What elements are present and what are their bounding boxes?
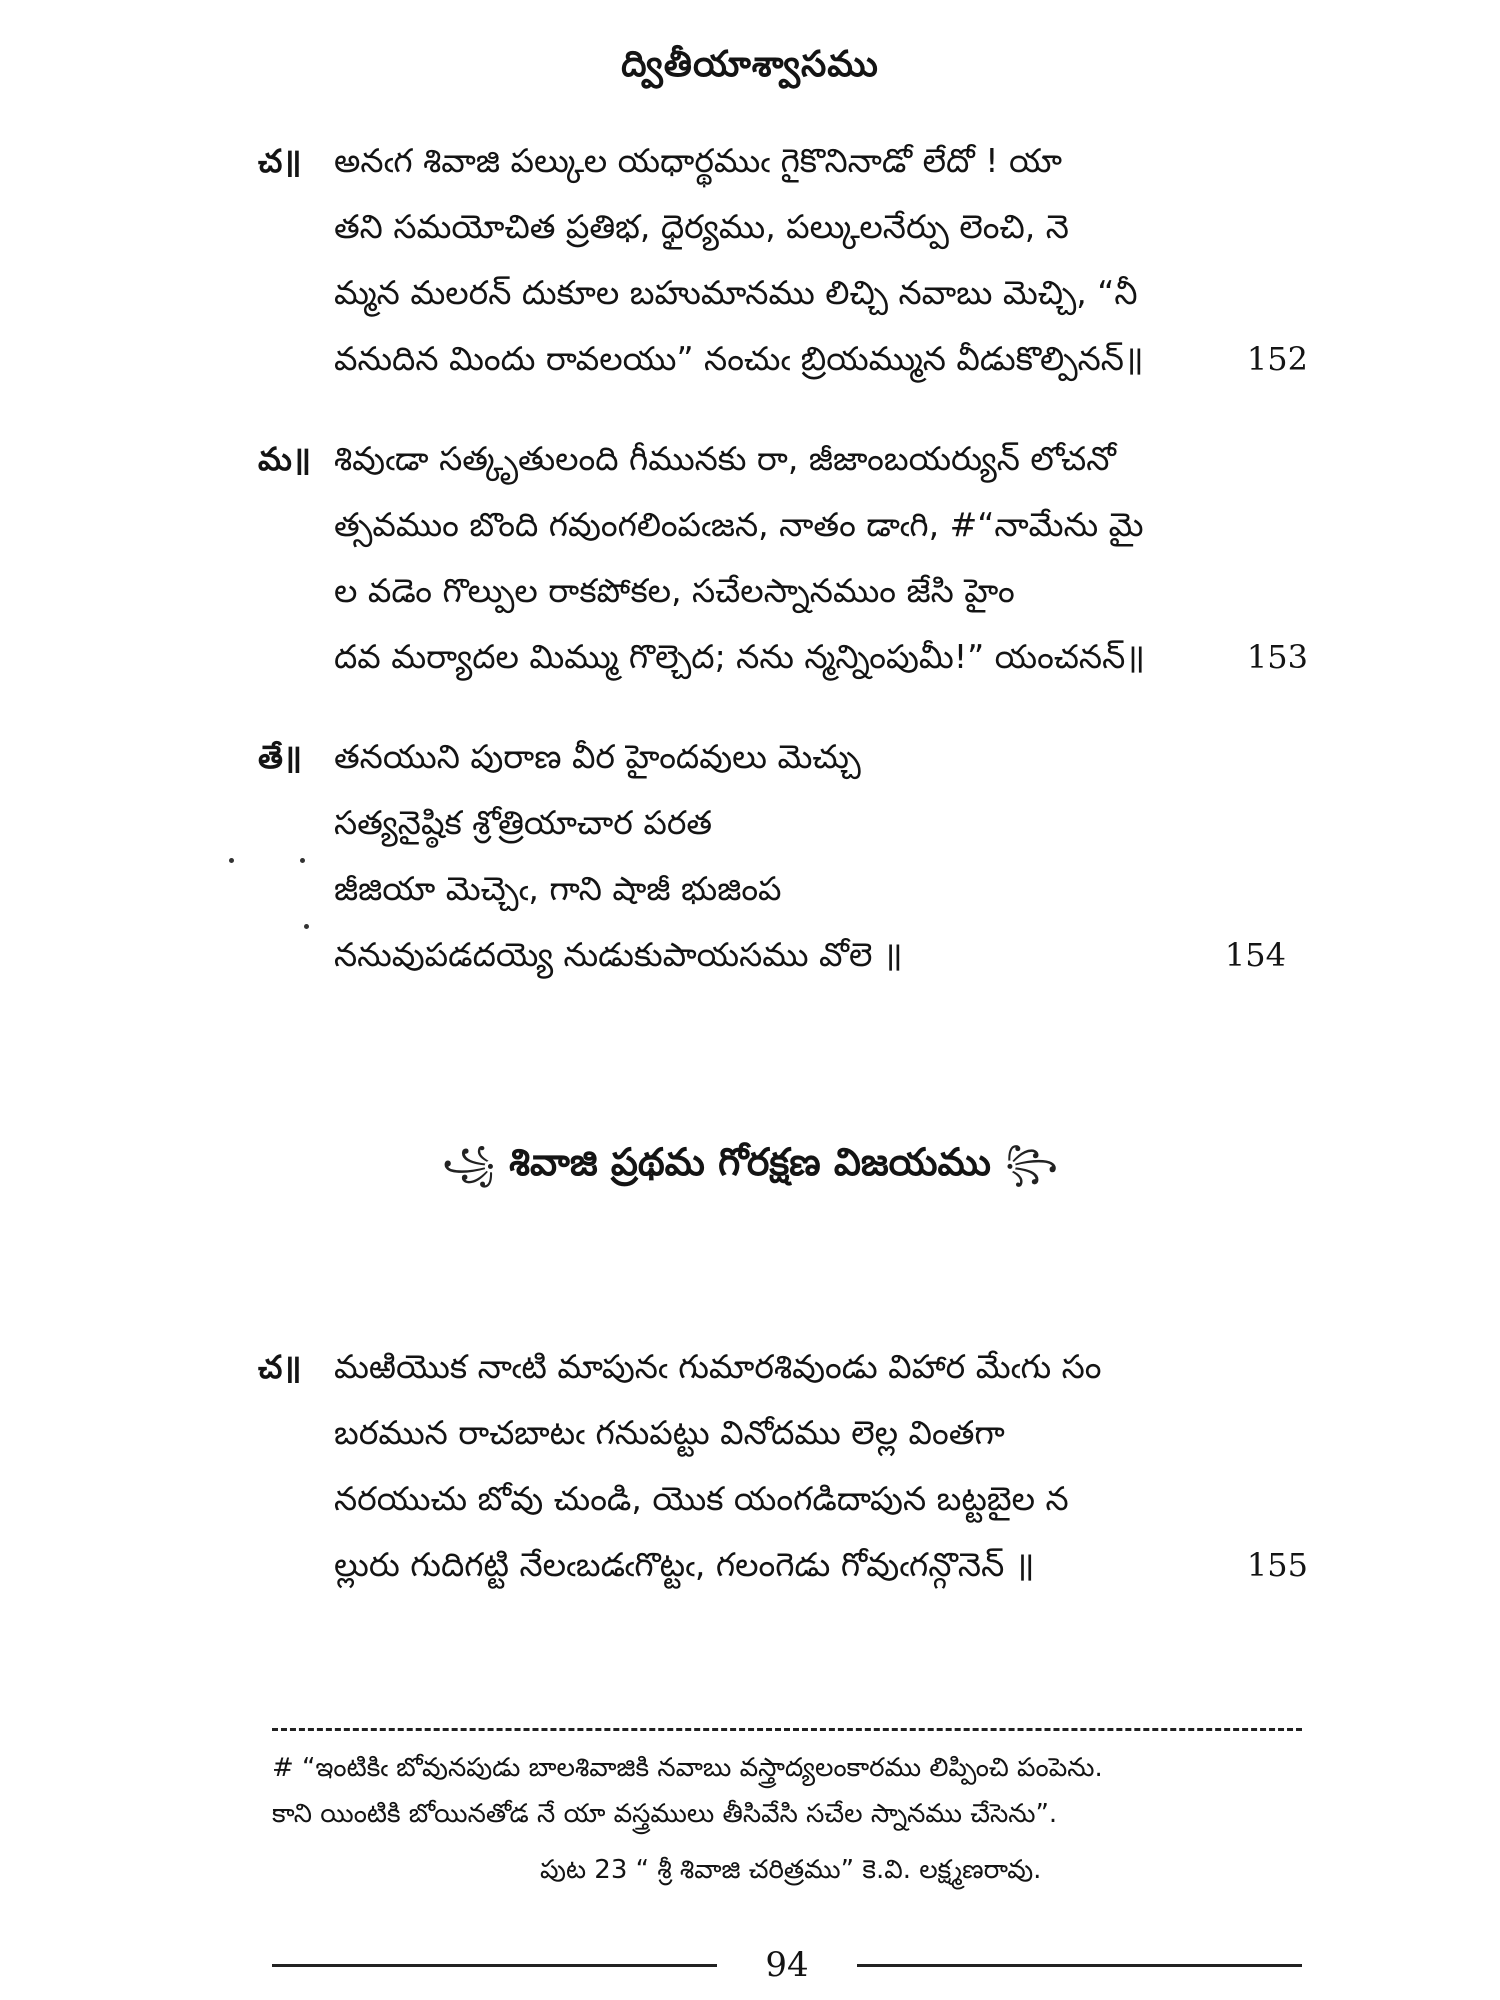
verse-number: 154 — [1224, 936, 1286, 974]
stanza-line — [258, 624, 1308, 690]
stanza-153 — [258, 426, 1308, 690]
stanza-line — [258, 724, 1308, 790]
verse-text: దవ మర్యాదల మిమ్ము గొల్చెద; నను న్మన్నింపుమీ!” యంచనన్॥ — [334, 637, 1146, 676]
stanza-line — [258, 922, 1308, 988]
stanza-line — [258, 856, 1308, 922]
verse-text: ననువుపడదయ్యె నుడుకుపాయసము వోలె ॥ — [334, 935, 903, 974]
verse-text: సత్యనైష్ఠిక శ్రోత్రియాచార పరత — [334, 803, 713, 842]
stanza-155 — [258, 1334, 1308, 1598]
verse-text: శివుఁడా సత్కృతులంది గీమునకు రా, జీజాంబయర్యున్ లోచనో — [334, 439, 1116, 478]
verse-text: జీజియా మెచ్చెఁ, గాని షాజీ భుజింప — [334, 869, 782, 908]
stanza-line — [258, 1400, 1308, 1466]
section-title-text: శివాజి ప్రథమ గోరక్షణ విజయము — [509, 1140, 991, 1184]
meter-label: చ॥ — [258, 142, 302, 180]
stanza-line — [258, 194, 1308, 260]
verse-text: త్సవముం బొంది గవుంగలింపఁజన, నాతం డాఁగి, #“నామేను మై — [334, 505, 1144, 544]
ornament-right-icon: ꧂ — [1004, 1144, 1058, 1184]
stanza-line — [258, 260, 1308, 326]
verse-number: 153 — [1246, 638, 1308, 676]
stanza-line — [258, 558, 1308, 624]
running-head: ద్వితీయాశ్వాసము — [621, 44, 879, 85]
verse-text: మ్మన మలరన్ దుకూల బహుమానము లిచ్చి నవాబు మెచ్చి, “నీ — [334, 273, 1138, 312]
stanza-line — [258, 790, 1308, 856]
meter-label: తే॥ — [258, 738, 303, 776]
verse-number: 155 — [1246, 1546, 1308, 1584]
stray-mark — [304, 924, 309, 929]
footnote-source: పుట 23 “ శ్రీ శివాజి చరిత్రము” కె.వి. లక్ష్మణరావు. — [540, 1855, 1042, 1885]
stanza-line — [258, 128, 1308, 194]
verse-text: అనఁగ శివాజి పల్కుల యధార్థముఁ గైకొనినాడో లేదో ! యా — [334, 141, 1062, 180]
stanza-line — [258, 426, 1308, 492]
stanza-line — [258, 326, 1308, 392]
page-number: 94 — [765, 1945, 809, 1985]
verse-text: నరయుచు బోవు చుండి, యొక యంగడిదాపున బట్టబైల న — [334, 1479, 1069, 1518]
verse-text: వనుదిన మిందు రావలయు” నంచుఁ బ్రియమ్మున వీడుకొల్పినన్॥ — [334, 339, 1144, 378]
stray-mark — [229, 858, 234, 863]
verse-text: ల్లురు గుదిగట్టి నేలఁబడఁగొట్టఁ, గలంగెడు గోవుఁగన్గొనెన్ ॥ — [334, 1545, 1035, 1584]
meter-label: చ॥ — [258, 1348, 302, 1386]
stanza-line — [258, 1532, 1308, 1598]
footnote-divider — [272, 1728, 1302, 1731]
page-footer — [272, 1940, 1302, 1990]
ornament-left-icon: ꧁ — [441, 1144, 496, 1184]
stanza-line — [258, 492, 1308, 558]
section-title — [0, 1138, 1500, 1207]
footer-rule-right — [857, 1964, 1302, 1967]
verse-text: బరమున రాచబాటఁ గనుపట్టు వినోదము లెల్ల వింతగా — [334, 1413, 1005, 1452]
verse-text: తనయుని పురాణ వీర హైందవులు మెచ్చు — [334, 737, 861, 776]
verse-number: 152 — [1246, 340, 1308, 378]
stanza-line — [258, 1334, 1308, 1400]
stanza-152 — [258, 128, 1308, 392]
verse-text: ల వడెం గొల్పుల రాకపోకల, సచేలస్నానముం జేసి హైం — [334, 571, 1015, 610]
meter-label: మ॥ — [258, 440, 312, 478]
footnote-line: కాని యింటికి బోయినతోడ నే యా వస్త్రములు తీసివేసి సచేల స్నానము చేసెను”. — [272, 1799, 1058, 1829]
verse-text: తని సమయోచిత ప్రతిభ, ధైర్యము, పల్కులనేర్పు లెంచి, నె — [334, 207, 1069, 246]
stray-mark — [300, 858, 305, 863]
verse-text: మఱియొక నాఁటి మాపునఁ గుమారశివుండు విహార మేఁగు సం — [334, 1347, 1102, 1386]
stanza-line — [258, 1466, 1308, 1532]
footnote-line: # “ఇంటికిఁ బోవునపుడు బాలశివాజికి నవాబు వస్త్రాద్యలంకారము లిప్పించి పంపెను. — [272, 1753, 1103, 1783]
stanza-154 — [258, 724, 1308, 988]
